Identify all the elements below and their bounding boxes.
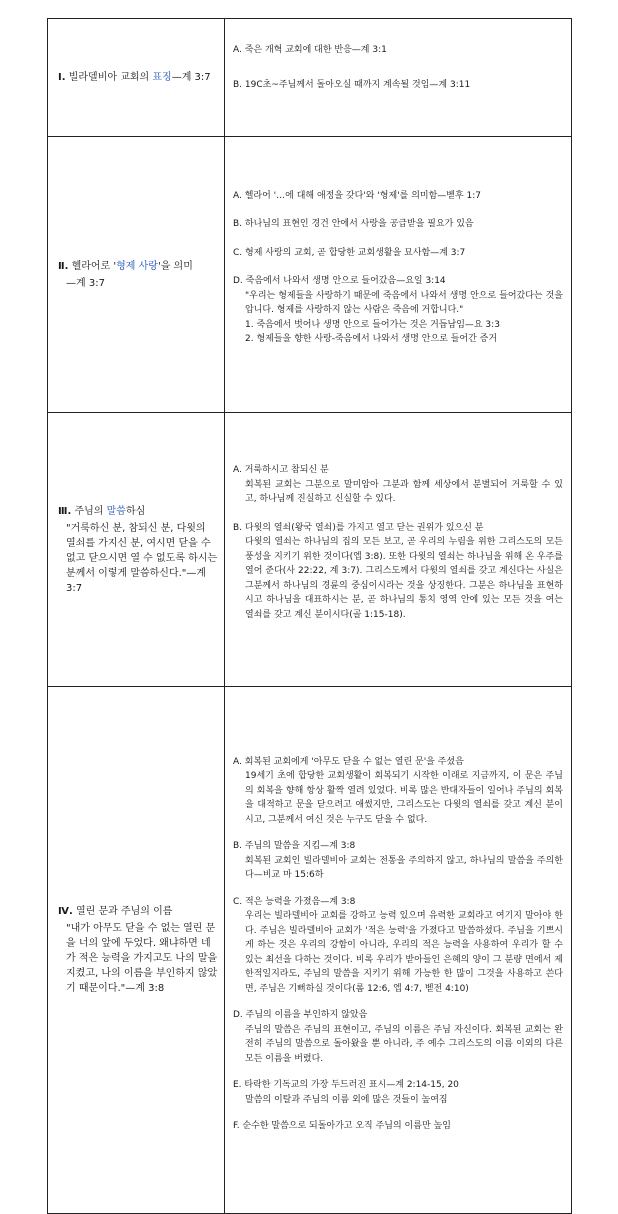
outline-item: A. 회복된 교회에게 '아무도 닫을 수 없는 열린 문'을 주셨음 19세기 초에 합당한 교회생활이 회복되기 시작한 이래로 지금까지, 이 문은 주님의 회복을 향해 항상 활짝 열려 있었다. 비록 많은 반대자들이 일어나 주님의 회복을 대적하고 문을 닫으려고 애썼지만, 그리스도는 다윗의 열쇠를 갖고 계신 분이시고, 그분께서 여신 것은 누구도 닫을 수 없다. xyxy=(233,755,563,828)
section-row-2 xyxy=(48,137,572,413)
outline-item: B. 주님의 말씀을 지킴—계 3:8 회복된 교회인 빌라델비아 교회는 전통을 주의하지 않고, 하나님의 말씀을 주의한다—비교 마 15:6하 xyxy=(233,839,563,883)
section-title: Ⅳ. 열린 문과 주님의 이름 xyxy=(58,906,173,917)
outline-item: D. 죽음에서 나와서 생명 안으로 들어갔음—요일 3:14 "우리는 형제들을 사랑하기 때문에 죽음에서 나와서 생명 안으로 들어갔다는 것을 압니다. 형제를 사랑하지 않는 사람은 죽음에 거합니다." 1. 죽음에서 벗어나 생명 안으로 들어가는 것은 거듭남임—요 3:3 2. 형제들을 향한 사랑-죽음에서 나와서 생명 안으로 들어간 증거 xyxy=(233,274,563,347)
section-heading-cell xyxy=(48,19,225,137)
outline-item: E. 타락한 기독교의 가장 두드러진 표시—계 2:14-15, 20 말씀의 이탈과 주님의 이름 외에 많은 것들이 높여짐 xyxy=(233,1078,563,1107)
section-row-1 xyxy=(48,19,572,137)
item-body: 19세기 초에 합당한 교회생활이 회복되기 시작한 이래로 지금까지, 이 문은 주님의 회복을 향해 항상 활짝 열려 있었다. 비록 많은 반대자들이 일어나 주님의 회복을 대적하고 문을 닫으려고 애썼지만, 그리스도는 다윗의 열쇠를 갖고 계신 분이시고, 그분께서 여신 것은 누구도 닫을 수 없다. xyxy=(245,771,563,825)
sub-point: 2. 형제들을 향한 사랑-죽음에서 나와서 생명 안으로 들어간 증거 xyxy=(245,334,498,344)
outline-item: B. 19C초~주님께서 돌아오실 때까지 계속될 것임—계 3:11 xyxy=(233,79,471,90)
item-body: 주님의 말씀은 주님의 표현이고, 주님의 이름은 주님 자신이다. 회복된 교회는 완전히 주님의 말씀으로 돌아왔을 뿐 아니라, 주 예수 그리스도의 이름 이외의 다른 모든 이름을 버렸다. xyxy=(245,1024,563,1064)
section-title: Ⅲ. 주님의 말씀하심 xyxy=(58,505,146,517)
outline-item: A. 죽은 개혁 교회에 대한 반응—계 3:1 xyxy=(233,45,387,55)
outline-item: D. 주님의 이름을 부인하지 않았음 주님의 말씀은 주님의 표현이고, 주님의 이름은 주님 자신이다. 회복된 교회는 완전히 주님의 말씀으로 돌아왔을 뿐 아니라, 주 예수 그리스도의 이름 이외의 다른 모든 이름을 버렸다. xyxy=(233,1008,563,1066)
section-content-cell xyxy=(225,137,572,413)
section-row-4 xyxy=(48,687,572,1214)
sub-point: 1. 죽음에서 벗어나 생명 안으로 들어가는 것은 거듭남임—요 3:3 xyxy=(245,319,500,330)
section-content-cell xyxy=(225,687,572,1214)
section-content-cell xyxy=(225,413,572,687)
section-title: Ⅱ. 헬라어로 '형제 사랑'을 의미 xyxy=(58,260,193,272)
section-title-line2: —계 3:7 xyxy=(66,277,105,289)
outline-item: A. 거룩하시고 참되신 분 회복된 교회는 그분으로 말미암아 그분과 함께 세상에서 분별되어 거룩할 수 있고, 하나님께 진실하고 신실할 수 있다. xyxy=(233,463,563,507)
item-body: 우리는 빌라델비아 교회를 강하고 능력 있으며 유력한 교회라고 여기지 말아야 한다. 주님은 빌라델비아 교회가 '적은 능력'을 가졌다고 말씀하셨다. 주님을 기쁘시게 하는 것은 우리의 강함이 아니라, 우리의 적은 능력을 사용하여 우리가 할 수 있는 최선을 다하는 것이다. 비록 우리가 받아들인 은혜의 양이 그 분량 면에서 제한적일지라도, 주님의 말씀을 지키기 위해 가능한 한 많이 그것을 사용하고 쓴다면, 주님은 기뻐하실 것이다(롬 12:6, 엡 4:7, 벧전 4:10) xyxy=(245,911,563,994)
outline-item: B. 다윗의 열쇠(왕국 열쇠)를 가지고 열고 닫는 권위가 있으신 분 다윗의 열쇠는 하나님의 집의 모든 보고, 곧 우리의 누림을 위한 그리스도의 모든 풍성을 지키기 위한 것이다(엡 3:8). 또한 다윗의 열쇠는 하나님을 위해 온 우주를 열어 준다(사 22:22, 계 3:7). 그리스도께서 다윗의 열쇠를 갖고 계신다는 사실은 그분께서 하나님의 경륜의 중심이시라는 것을 상징한다. 그분은 하나님을 표현하시고 하나님을 대표하시는 분, 곧 하나님의 통치 영역 안에 있는 모든 것을 여는 열쇠를 갖고 계신 분이시다(골 1:15-18). xyxy=(233,521,563,623)
highlight-word: 표징 xyxy=(152,72,172,83)
outline-item: A. 헬라어 '…에 대해 애정을 갖다'와 '형제'를 의미함—벧후 1:7 xyxy=(233,190,482,201)
section-title: Ⅰ. 빌라델비아 교회의 표징—계 3:7 xyxy=(58,72,211,83)
section-heading-cell xyxy=(48,137,225,413)
scripture-quote: "내가 아무도 닫을 수 없는 열린 문을 너의 앞에 두었다. 왜냐하면 네가 적은 능력을 가지고도 나의 말을 지켰고, 나의 이름을 부인하지 않았기 때문이다."—계 3:8 xyxy=(66,923,218,994)
outline-table xyxy=(47,18,572,1214)
item-body: 다윗의 열쇠는 하나님의 집의 모든 보고, 곧 우리의 누림을 위한 그리스도의 모든 풍성을 지키기 위한 것이다(엡 3:8). 또한 다윗의 열쇠는 하나님을 위해 온 우주를 열어 준다(사 22:22, 계 3:7). 그리스도께서 다윗의 열쇠를 갖고 계신다는 사실은 그분께서 하나님의 경륜의 중심이시라는 것을 상징한다. 그분은 하나님을 표현하시고 하나님을 대표하시는 분, 곧 하나님의 통치 영역 안에 있는 모든 것을 여는 열쇠를 갖고 계신 분이시다(골 1:15-18). xyxy=(245,537,563,620)
section-heading-cell xyxy=(48,687,225,1214)
section-content-cell xyxy=(225,19,572,137)
outline-item: B. 하나님의 표현인 경건 안에서 사랑을 공급받을 필요가 있음 xyxy=(233,219,474,229)
scripture-quote: "거룩하신 분, 참되신 분, 다윗의 열쇠를 가지신 분, 여시면 닫을 수 없고 닫으시면 열 수 없도록 하시는 분께서 이렇게 말씀하신다."—계 3:7 xyxy=(66,522,218,594)
highlight-word: 말씀 xyxy=(106,505,126,517)
outline-item: C. 형제 사랑의 교회, 곧 합당한 교회생활을 묘사함—계 3:7 xyxy=(233,247,466,258)
outline-item: F. 순수한 말씀으로 되돌아가고 오직 주님의 이름만 높임 xyxy=(233,1121,451,1131)
section-heading-cell xyxy=(48,413,225,687)
item-body: 말씀의 이탈과 주님의 이름 외에 많은 것들이 높여짐 xyxy=(245,1094,448,1105)
scripture-quote: "우리는 형제들을 사랑하기 때문에 죽음에서 나와서 생명 안으로 들어갔다는 것을 압니다. 형제를 사랑하지 않는 사람은 죽음에 거합니다." xyxy=(245,290,563,315)
item-body: 회복된 교회는 그분으로 말미암아 그분과 함께 세상에서 분별되어 거룩할 수 있고, 하나님께 진실하고 신실할 수 있다. xyxy=(245,479,563,504)
highlight-word: 형제 사랑 xyxy=(116,260,158,272)
section-row-3 xyxy=(48,413,572,687)
item-body: 회복된 교회인 빌라델비아 교회는 전통을 주의하지 않고, 하나님의 말씀을 주의한다—비교 마 15:6하 xyxy=(245,855,563,880)
outline-item: C. 적은 능력을 가졌음—계 3:8 우리는 빌라델비아 교회를 강하고 능력 있으며 유력한 교회라고 여기지 말아야 한다. 주님은 빌라델비아 교회가 '적은 능력'을 가졌다고 말씀하셨다. 주님을 기쁘시게 하는 것은 우리의 강함이 아니라, 우리의 적은 능력을 사용하여 우리가 할 수 있는 최선을 다하는 것이다. 비록 우리가 받아들인 은혜의 양이 그 분량 면에서 제한적일지라도, 주님의 말씀을 지키기 위해 가능한 한 많이 그것을 사용하고 쓴다면, 주님은 기뻐하실 것이다(롬 12:6, 엡 4:7, 벧전 4:10) xyxy=(233,895,563,997)
